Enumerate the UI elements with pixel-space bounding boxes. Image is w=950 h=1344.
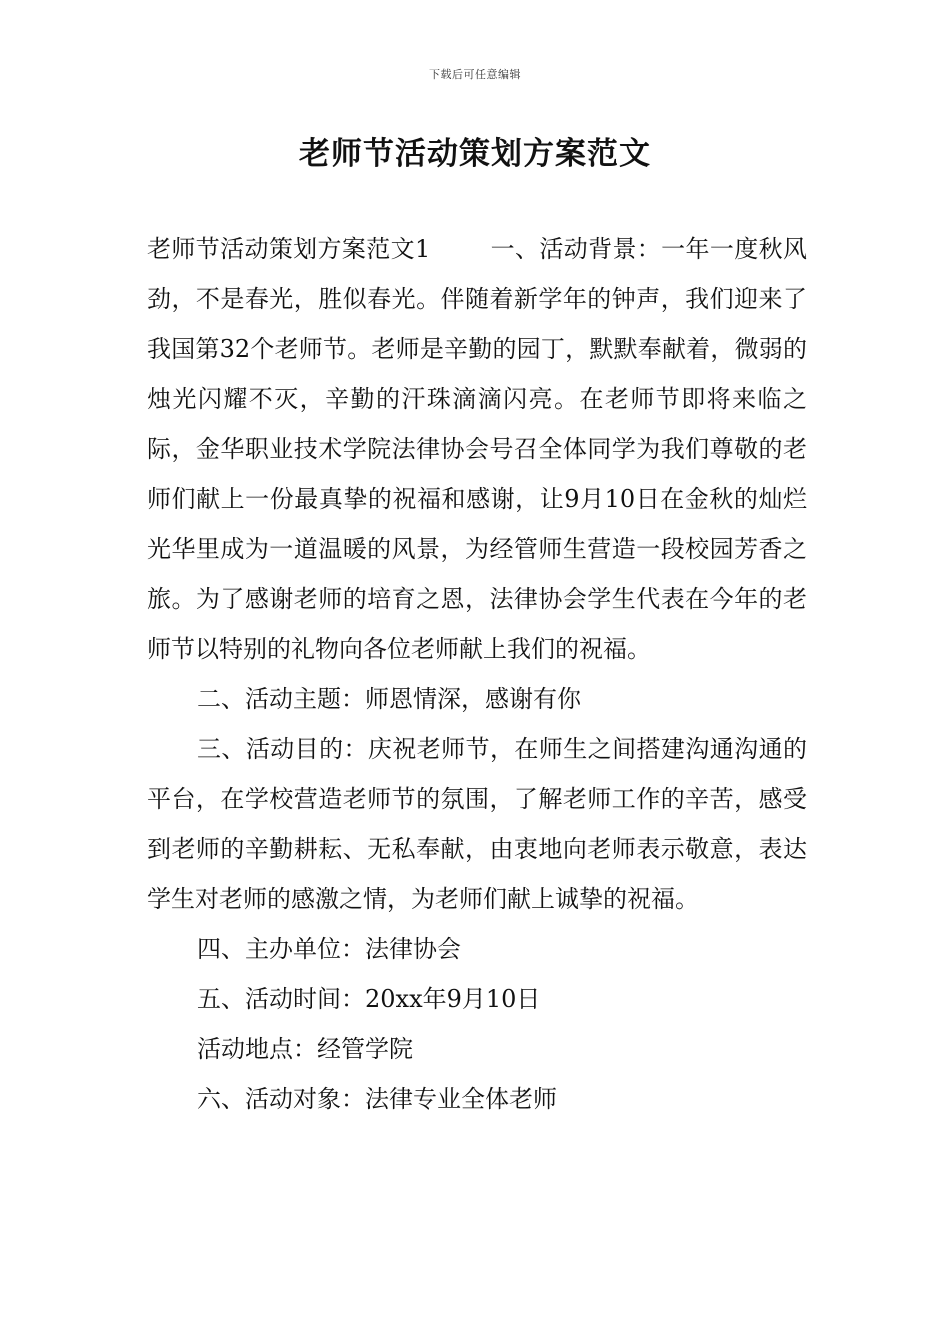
paragraph-theme: 二、活动主题：师恩情深，感谢有你 <box>197 685 581 713</box>
intro-heading: 老师节活动策划方案范文1 <box>147 235 431 263</box>
document-title: 老师节活动策划方案范文 <box>299 136 651 172</box>
paragraph-location: 活动地点：经管学院 <box>197 1035 413 1063</box>
paragraph-purpose: 三、活动目的：庆祝老师节，在师生之间搭建沟通沟通的平台，在学校营造老师节的氛围，了解老师工作的辛苦，感受到老师的辛勤耕耘、无私奉献，由衷地向老师表示敬意，表达学生对老师的感激之情，为老师们献上诚挚的祝福。 <box>147 735 807 913</box>
paragraph-organizer: 四、主办单位：法律协会 <box>197 935 461 963</box>
header-note: 下载后可任意编辑 <box>429 68 521 81</box>
paragraph-time: 五、活动时间：20xx年9月10日 <box>197 985 541 1013</box>
background-text: 一、活动背景：一年一度秋风劲，不是春光，胜似春光。伴随着新学年的钟声，我们迎来了我国第32个老师节。老师是辛勤的园丁，默默奉献着，微弱的烛光闪耀不灭，辛勤的汗珠滴滴闪亮。在老师节即将来临之际，金华职业技术学院法律协会号召全体同学为我们尊敬的老师们献上一份最真挚的祝福和感谢，让9月10日在金秋的灿烂光华里成为一道温暖的风景，为经管师生营造一段校园芳香之旅。为了感谢老师的培育之恩，法律协会学生代表在今年的老师节以特别的礼物向各位老师献上我们的祝福。 <box>147 235 807 663</box>
document-body <box>147 224 807 1124</box>
paragraph-audience: 六、活动对象：法律专业全体老师 <box>197 1085 557 1113</box>
paragraph-background <box>147 224 807 674</box>
